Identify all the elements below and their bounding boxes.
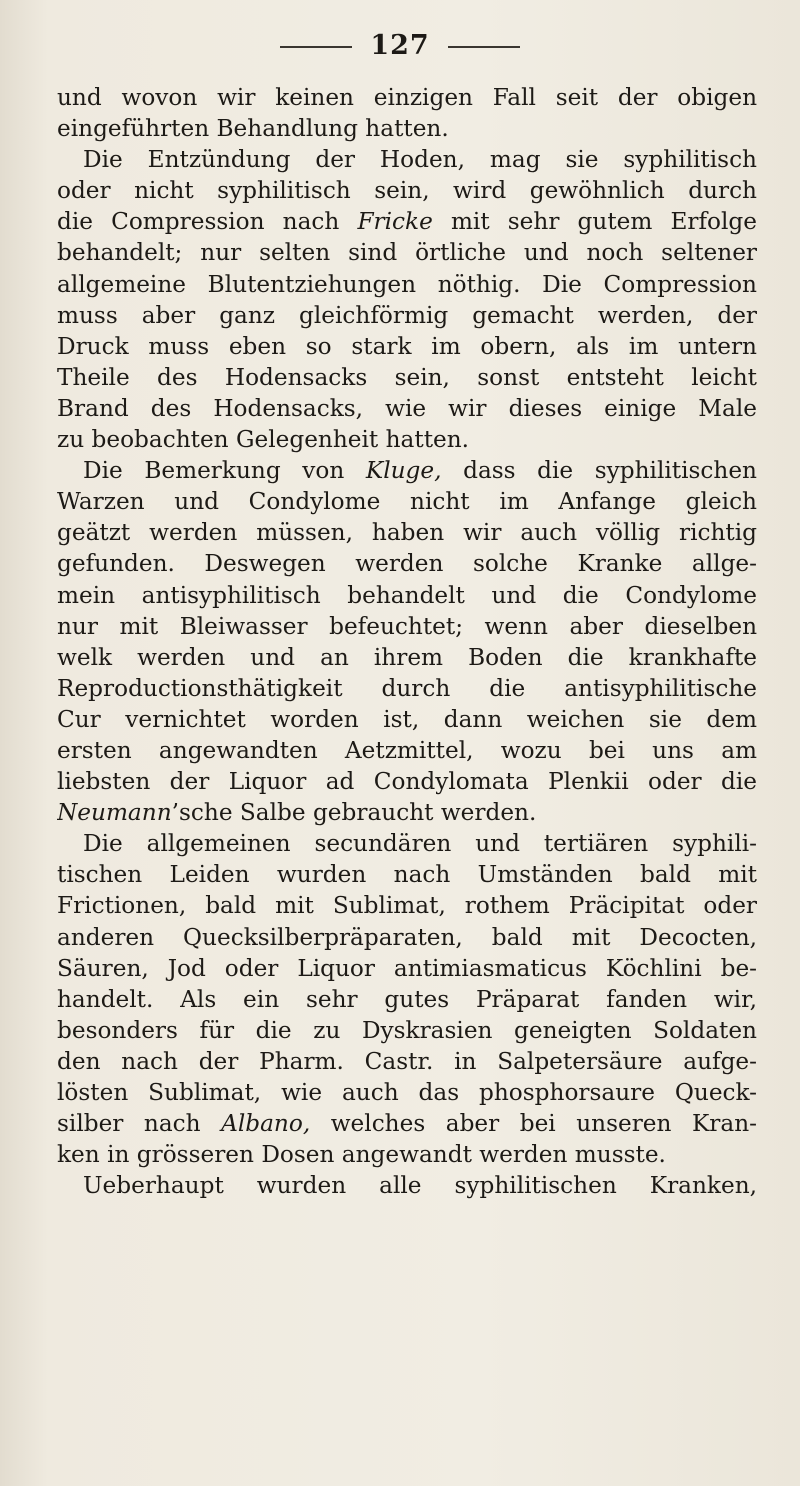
text-line: Brand des Hodensacks, wie wir dieses einige Male bbox=[57, 394, 757, 422]
text-line: oder nicht syphilitisch sein, wird gewöhnlich durch bbox=[57, 177, 757, 205]
text-line: Ueberhaupt wurden alle syphilitischen Kranken, bbox=[83, 1172, 757, 1200]
text-line: gefunden. Deswegen werden solche Kranke allge- bbox=[57, 550, 757, 578]
text-line bbox=[57, 797, 757, 828]
text-line: handelt. Als ein sehr gutes Präparat fanden wir, bbox=[57, 985, 757, 1013]
header-rule-left bbox=[280, 46, 352, 48]
text-line: allgemeine Blutentziehungen nöthig. Die Compression bbox=[57, 270, 757, 298]
author-name: Neumann bbox=[57, 799, 172, 827]
text-line bbox=[57, 206, 757, 237]
text-line: besonders für die zu Dyskrasien geneigten Soldaten bbox=[57, 1016, 757, 1044]
text-line: behandelt; nur selten sind örtliche und noch seltener bbox=[57, 239, 757, 267]
text-line: Cur vernichtet worden ist, dann weichen sie dem bbox=[57, 705, 757, 733]
text-line: Reproductionsthätigkeit durch die antisyphilitische bbox=[57, 674, 757, 702]
text-line: mein antisyphilitisch behandelt und die Condylome bbox=[57, 581, 757, 609]
text-segment: die Compression nach bbox=[57, 208, 358, 236]
text-line bbox=[57, 455, 757, 486]
text-line: Theile des Hodensacks sein, sonst entsteht leicht bbox=[57, 363, 757, 391]
text-line: welk werden und an ihrem Boden die krankhafte bbox=[57, 643, 757, 671]
text-line: Frictionen, bald mit Sublimat, rothem Präcipitat oder bbox=[57, 892, 757, 920]
text-segment: Die Bemerkung von bbox=[83, 457, 366, 485]
text-line: zu beobachten Gelegenheit hatten. bbox=[57, 426, 470, 454]
author-name: Albano, bbox=[221, 1110, 311, 1138]
text-line: anderen Quecksilberpräparaten, bald mit Decocten, bbox=[57, 923, 757, 951]
text-line: liebsten der Liquor ad Condylomata Plenkii oder die bbox=[57, 768, 757, 796]
text-line: Säuren, Jod oder Liquor antimiasmaticus Köchlini be- bbox=[57, 954, 757, 982]
author-name: Fricke bbox=[357, 208, 433, 236]
text-line: geätzt werden müssen, haben wir auch völlig richtig bbox=[57, 519, 757, 547]
text-line: ken in grösseren Dosen angewandt werden musste. bbox=[57, 1141, 666, 1169]
text-line: muss aber ganz gleichförmig gemacht werden, der bbox=[57, 301, 757, 329]
text-line: nur mit Bleiwasser befeuchtet; wenn aber dieselben bbox=[57, 612, 757, 640]
header-rule-right bbox=[448, 46, 520, 48]
text-line: lösten Sublimat, wie auch das phosphorsaure Queck- bbox=[57, 1079, 757, 1106]
text-line: Warzen und Condylome nicht im Anfange gleich bbox=[57, 488, 757, 516]
text-line: Die Entzündung der Hoden, mag sie syphilitisch bbox=[83, 146, 757, 174]
text-line: Die allgemeinen secundären und tertiären syphili- bbox=[83, 830, 757, 858]
text-segment: ’sche Salbe gebraucht werden. bbox=[171, 799, 537, 827]
text-segment: dass die syphilitischen bbox=[441, 457, 757, 485]
text-line: tischen Leiden wurden nach Umständen bald mit bbox=[57, 861, 757, 889]
text-segment: mit sehr gutem Erfolge bbox=[432, 208, 757, 236]
text-line bbox=[57, 1108, 757, 1139]
text-line: den nach der Pharm. Castr. in Salpetersäure aufge- bbox=[57, 1047, 757, 1075]
text-line: ersten angewandten Aetzmittel, wozu bei uns am bbox=[57, 736, 757, 764]
text-line: Druck muss eben so stark im obern, als im untern bbox=[57, 332, 757, 360]
text-line: und wovon wir keinen einzigen Fall seit der obigen bbox=[57, 84, 757, 111]
author-name: Kluge, bbox=[365, 457, 442, 485]
text-segment: welches aber bei unseren Kran- bbox=[310, 1110, 757, 1138]
page-header bbox=[0, 30, 800, 61]
body-text bbox=[57, 82, 757, 1201]
page-number: 127 bbox=[370, 30, 430, 61]
text-segment: silber nach bbox=[57, 1110, 222, 1138]
text-line: eingeführten Behandlung hatten. bbox=[57, 115, 449, 143]
